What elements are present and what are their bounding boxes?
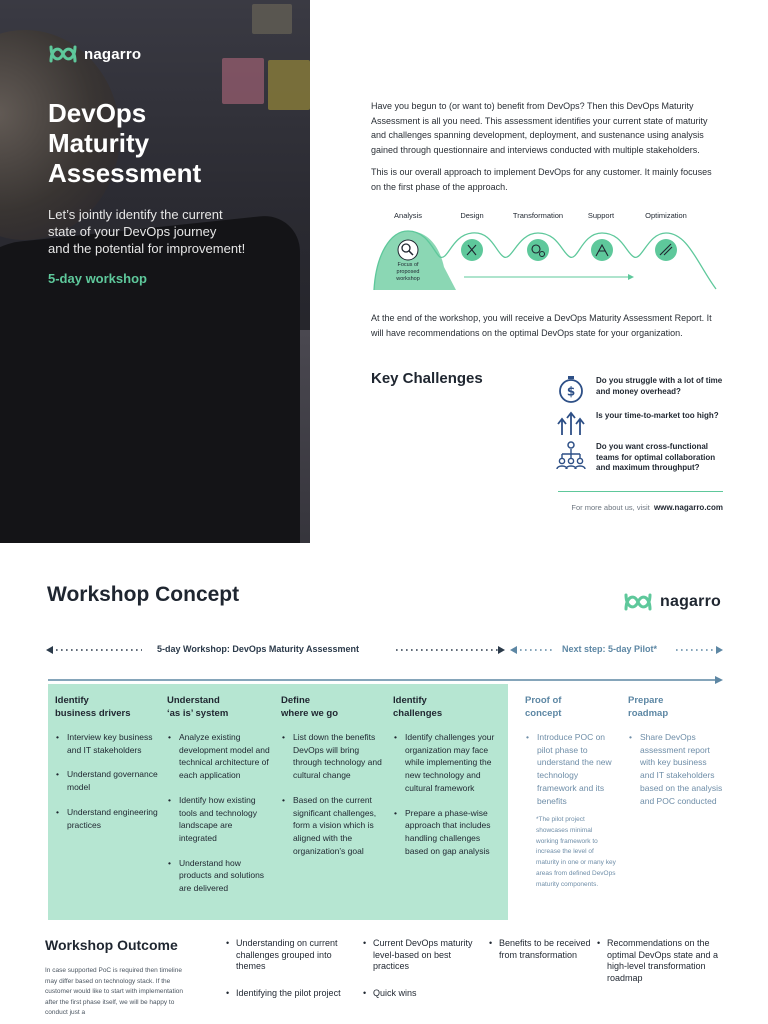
phase-label-optimization: Optimization — [645, 211, 687, 220]
challenge-text: Do you struggle with a lot of time and money overhead? — [596, 376, 723, 396]
outcome-item: • Recommendations on the optimal DevOps state and a high-level transformation roadmap — [597, 938, 725, 984]
outcome-item: • Benefits to be received from transformation — [489, 938, 594, 961]
challenge-text: Is your time-to-market too high? — [596, 411, 719, 420]
pilot-footnote: *The pilot project showcases minimal working framework to increase the level of maturity in one or many key areas from defined DevOps maturity components. — [536, 816, 616, 888]
key-challenges-heading: Key Challenges — [371, 370, 483, 387]
title-line: Maturity — [48, 128, 150, 158]
list-item: • Understand engineering practices — [55, 806, 160, 831]
nagarro-logo — [48, 41, 141, 67]
step-column — [393, 694, 503, 869]
hero-panel — [0, 0, 310, 543]
subtitle-line: and the potential for improvement! — [48, 241, 246, 256]
list-item: • Interview key business and IT stakeholders — [55, 731, 160, 756]
page-title — [48, 98, 298, 188]
list-item: • Share DevOps assessment report with key business and IT stakeholders based on the analysis and POC conducted — [628, 731, 723, 807]
approach-phase-diagram — [368, 205, 728, 295]
website-link[interactable]: www.nagarro.com — [653, 503, 723, 512]
pilot-lane-label: Next step: 5-day Pilot* — [562, 644, 658, 654]
title-line: DevOps — [48, 98, 147, 128]
focus-label-line: workshop — [396, 276, 420, 282]
website-line — [558, 503, 723, 512]
challenge-item — [556, 409, 726, 439]
step-heading: Define where we go — [281, 695, 339, 719]
challenge-item — [556, 374, 726, 404]
support-icon — [591, 239, 613, 261]
step-column — [281, 694, 389, 869]
approach-paragraph: This is our overall approach to implement DevOps for any customer. It mainly focuses on the first phase of the approach. — [371, 167, 712, 192]
logo-wordmark: nagarro — [84, 45, 142, 63]
step-heading: Identify business drivers — [55, 695, 131, 719]
outcome-item: • Understanding on current challenges grouped into themes — [226, 938, 348, 973]
sticky-note — [252, 4, 292, 34]
phase-label-support: Support — [587, 211, 615, 220]
step-list — [393, 731, 503, 857]
list-item: • Identify how existing tools and technology landscape are integrated — [167, 794, 272, 845]
nagarro-logo-icon — [48, 41, 78, 67]
list-item: • List down the benefits DevOps will bring through technology and cultural change — [281, 731, 389, 782]
step-list — [167, 731, 272, 895]
nagarro-logo-icon — [622, 589, 654, 615]
outcome-item: • Identifying the pilot project — [226, 988, 348, 1000]
step-list — [525, 731, 617, 807]
step-column — [55, 694, 160, 843]
step-column — [167, 694, 272, 907]
phase-label-transformation: Transformation — [512, 211, 564, 220]
step-list — [628, 731, 723, 807]
outcome-footnote: In case supported PoC is required then timeline may differ based on technology stack. If the customer would like to start with implementation after the first phase itself, we will be happy to conduct just a — [45, 967, 184, 1016]
step-heading: Proof of concept — [525, 695, 562, 719]
divider — [558, 491, 723, 492]
list-item: • Identify challenges your organization may face while implementing the new technology and cultural framework — [393, 731, 503, 795]
challenge-text: Do you want cross-functional teams for optimal collaboration and maximum throughput? — [596, 442, 716, 472]
focus-label-line: Focus of — [397, 262, 419, 268]
list-item: • Understand governance model — [55, 768, 160, 793]
list-item: • Prepare a phase-wise approach that includes handling challenges based on gap analysis — [393, 807, 503, 858]
workshop-focus-label — [390, 262, 426, 283]
workshop-lane-label: 5-day Workshop: DevOps Maturity Assessment — [157, 644, 360, 654]
website-prefix: For more about us, visit — [571, 503, 650, 512]
step-heading: Prepare roadmap — [628, 695, 669, 719]
magnifier-icon — [398, 240, 418, 260]
svg-text:$: $ — [566, 384, 576, 399]
list-item: • Introduce POC on pilot phase to understand the new technology framework and its benefits — [525, 731, 617, 807]
workshop-outcome-heading: Workshop Outcome — [45, 937, 178, 953]
focus-label-line: proposed — [396, 269, 420, 275]
subtitle-line: Let’s jointly identify the current — [48, 207, 223, 222]
list-item: • Based on the current significant challenges, form a vision which is aligned with the organization’s goal — [281, 794, 389, 858]
list-item: • Analyze existing development model and technical architecture of each application — [167, 731, 272, 782]
nagarro-logo — [622, 589, 721, 615]
list-item: • Understand how products and solutions are delivered — [167, 857, 272, 895]
report-paragraph: At the end of the workshop, you will receive a DevOps Maturity Assessment Report. It will have recommendations on the optimal DevOps state for your organization. — [371, 313, 712, 338]
outcome-item: • Current DevOps maturity level-based on best practices — [363, 938, 485, 973]
phase-label-design: Design — [460, 211, 484, 220]
step-heading: Understand ‘as is’ system — [167, 695, 229, 719]
phase-label-analysis: Analysis — [394, 211, 422, 220]
step-column — [525, 694, 617, 819]
hero-subtitle — [48, 206, 298, 257]
intro-paragraph: Have you begun to (or want to) benefit from DevOps? Then this DevOps Maturity Assessment is all you need. This assessment identifies your current state of maturity and challenges spanning development, deployment, and sustenance using analysis gained through questionnaire and interviews conducted with multiple stakeholders. — [371, 101, 708, 155]
challenge-item — [556, 440, 726, 474]
step-list — [281, 731, 389, 857]
title-line: Assessment — [48, 158, 202, 188]
step-list — [55, 731, 160, 831]
gears-icon — [527, 239, 549, 261]
workshop-concept-heading: Workshop Concept — [47, 583, 240, 606]
design-tools-icon — [461, 239, 483, 261]
workshop-duration-badge: 5-day workshop — [48, 271, 147, 286]
outcome-item: • Quick wins — [363, 988, 485, 1000]
step-column — [628, 694, 723, 819]
hero-photo-silhouette — [0, 212, 300, 543]
optimization-icon — [655, 239, 677, 261]
subtitle-line: state of your DevOps journey — [48, 224, 217, 239]
arrows-up-icon — [556, 409, 586, 439]
stopwatch-dollar-icon — [556, 374, 586, 404]
team-hierarchy-icon — [556, 440, 586, 470]
logo-wordmark: nagarro — [660, 593, 721, 610]
step-heading: Identify challenges — [393, 695, 443, 719]
